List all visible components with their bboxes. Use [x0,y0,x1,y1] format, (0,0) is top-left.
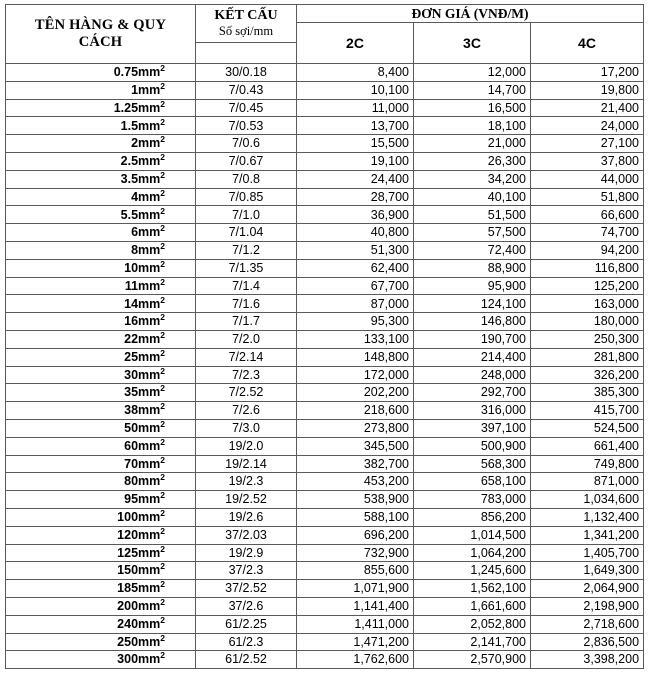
cell-structure: 7/0.45 [196,99,297,117]
cell-price-2c: 732,900 [297,544,414,562]
header-structure [196,5,297,64]
superscript-exponent: 2 [160,614,165,625]
cell-structure: 37/2.52 [196,580,297,598]
cell-price-3c: 316,000 [414,402,531,420]
superscript-exponent: 2 [160,401,165,412]
cell-structure: 30/0.18 [196,64,297,82]
cell-structure: 7/3.0 [196,419,297,437]
cell-structure: 7/0.43 [196,81,297,99]
table-row [6,135,644,153]
superscript-exponent: 2 [160,472,165,483]
cell-price-4c: 661,400 [531,437,644,455]
cell-price-3c: 72,400 [414,241,531,259]
cell-product-name: $1mm^2$ [6,81,196,99]
table-row [6,633,644,651]
table-row [6,330,644,348]
superscript-exponent: 2 [160,151,165,162]
table-body [6,64,644,669]
cell-structure: 19/2.3 [196,473,297,491]
superscript-exponent: 2 [160,169,165,180]
cell-product-name: $8mm^2$ [6,241,196,259]
cell-price-4c: 1,649,300 [531,562,644,580]
cell-structure: 37/2.6 [196,597,297,615]
cell-price-3c: 1,064,200 [414,544,531,562]
table-row [6,526,644,544]
cell-price-2c: 87,000 [297,295,414,313]
cell-structure: 7/1.6 [196,295,297,313]
cell-product-name: $38mm^2$ [6,402,196,420]
cell-price-2c: 28,700 [297,188,414,206]
cell-product-name: $185mm^2$ [6,580,196,598]
header-row-top [6,5,644,23]
cell-price-4c: 19,800 [531,81,644,99]
cell-product-name: $240mm^2$ [6,615,196,633]
table-row [6,117,644,135]
cell-product-name: $50mm^2$ [6,419,196,437]
cell-price-2c: 10,100 [297,81,414,99]
table-row [6,402,644,420]
table-row [6,544,644,562]
cell-price-4c: 2,836,500 [531,633,644,651]
superscript-exponent: 2 [160,258,165,269]
cell-structure: 7/1.4 [196,277,297,295]
table-row [6,170,644,188]
cell-price-2c: 15,500 [297,135,414,153]
cell-structure: 19/2.6 [196,508,297,526]
superscript-exponent: 2 [160,329,165,340]
cell-structure: 37/2.3 [196,562,297,580]
cell-price-2c: 202,200 [297,384,414,402]
table-row [6,188,644,206]
cell-price-2c: 1,141,400 [297,597,414,615]
cell-price-2c: 133,100 [297,330,414,348]
cell-price-2c: 11,000 [297,99,414,117]
cell-structure: 37/2.03 [196,526,297,544]
cell-price-3c: 214,400 [414,348,531,366]
cell-product-name: $11mm^2$ [6,277,196,295]
cell-price-4c: 385,300 [531,384,644,402]
cell-price-2c: 1,471,200 [297,633,414,651]
cell-product-name: $150mm^2$ [6,562,196,580]
cell-price-3c: 88,900 [414,259,531,277]
cell-price-3c: 14,700 [414,81,531,99]
cell-price-3c: 190,700 [414,330,531,348]
cell-price-3c: 18,100 [414,117,531,135]
superscript-exponent: 2 [160,507,165,518]
cell-price-4c: 17,200 [531,64,644,82]
cell-price-4c: 24,000 [531,117,644,135]
cell-product-name: $35mm^2$ [6,384,196,402]
superscript-exponent: 2 [160,98,165,109]
cell-price-3c: 146,800 [414,313,531,331]
header-product-name: TÊN HÀNG & QUY CÁCH [6,5,196,64]
superscript-exponent: 2 [160,561,165,572]
cell-price-4c: 21,400 [531,99,644,117]
table-row [6,651,644,669]
cell-price-2c: 855,600 [297,562,414,580]
cell-product-name: $95mm^2$ [6,491,196,509]
cell-product-name: $22mm^2$ [6,330,196,348]
cell-price-4c: 250,300 [531,330,644,348]
cell-product-name: $300mm^2$ [6,651,196,669]
cell-price-3c: 397,100 [414,419,531,437]
cell-structure: 7/1.04 [196,224,297,242]
cell-price-4c: 415,700 [531,402,644,420]
superscript-exponent: 2 [160,543,165,554]
cell-structure: 7/2.3 [196,366,297,384]
cell-product-name: $70mm^2$ [6,455,196,473]
cable-price-table [5,4,644,669]
cell-price-3c: 292,700 [414,384,531,402]
cell-price-4c: 2,064,900 [531,580,644,598]
cell-price-3c: 26,300 [414,152,531,170]
cell-price-3c: 34,200 [414,170,531,188]
cell-price-3c: 1,245,600 [414,562,531,580]
cell-price-4c: 871,000 [531,473,644,491]
cell-price-3c: 1,661,600 [414,597,531,615]
superscript-exponent: 2 [160,632,165,643]
cell-product-name: $200mm^2$ [6,597,196,615]
cell-price-4c: 2,198,900 [531,597,644,615]
cell-price-2c: 273,800 [297,419,414,437]
cell-price-2c: 1,071,900 [297,580,414,598]
cell-price-2c: 172,000 [297,366,414,384]
table-row [6,348,644,366]
cell-product-name: $14mm^2$ [6,295,196,313]
cell-product-name: $30mm^2$ [6,366,196,384]
table-row [6,241,644,259]
cell-price-4c: 180,000 [531,313,644,331]
cell-price-4c: 94,200 [531,241,644,259]
cell-price-4c: 37,800 [531,152,644,170]
table-row [6,277,644,295]
cell-price-3c: 783,000 [414,491,531,509]
cell-structure: 19/2.9 [196,544,297,562]
table-row [6,81,644,99]
cell-structure: 19/2.14 [196,455,297,473]
cell-structure: 7/0.67 [196,152,297,170]
cell-price-3c: 16,500 [414,99,531,117]
cell-price-2c: 1,762,600 [297,651,414,669]
cell-price-4c: 116,800 [531,259,644,277]
cell-price-2c: 148,800 [297,348,414,366]
superscript-exponent: 2 [160,294,165,305]
cell-product-name: $10mm^2$ [6,259,196,277]
superscript-exponent: 2 [160,347,165,358]
superscript-exponent: 2 [160,312,165,323]
table-row [6,206,644,224]
table-row [6,580,644,598]
cell-price-3c: 95,900 [414,277,531,295]
cell-price-2c: 67,700 [297,277,414,295]
cell-structure: 7/0.53 [196,117,297,135]
superscript-exponent: 2 [160,240,165,251]
table-row [6,437,644,455]
cell-product-name: $0.75mm^2$ [6,64,196,82]
cell-structure: 7/2.52 [196,384,297,402]
cell-price-2c: 95,300 [297,313,414,331]
cell-product-name: $125mm^2$ [6,544,196,562]
cell-price-4c: 1,132,400 [531,508,644,526]
cell-product-name: $3.5mm^2$ [6,170,196,188]
cell-structure: 7/1.0 [196,206,297,224]
superscript-exponent: 2 [160,436,165,447]
cell-product-name: $80mm^2$ [6,473,196,491]
superscript-exponent: 2 [160,650,165,661]
cell-structure: 19/2.52 [196,491,297,509]
cell-price-2c: 40,800 [297,224,414,242]
cell-price-3c: 568,300 [414,455,531,473]
cell-price-3c: 21,000 [414,135,531,153]
table-row [6,562,644,580]
header-core-2c: 2C [297,23,414,64]
cell-price-4c: 3,398,200 [531,651,644,669]
cell-price-3c: 2,052,800 [414,615,531,633]
cell-price-4c: 281,800 [531,348,644,366]
cell-structure: 61/2.52 [196,651,297,669]
cell-structure: 7/2.0 [196,330,297,348]
table-header [6,5,644,64]
cell-product-name: $2.5mm^2$ [6,152,196,170]
cell-price-2c: 24,400 [297,170,414,188]
superscript-exponent: 2 [160,116,165,127]
superscript-exponent: 2 [160,418,165,429]
cell-price-2c: 13,700 [297,117,414,135]
price-table-container [5,4,643,669]
cell-price-4c: 749,800 [531,455,644,473]
superscript-exponent: 2 [160,383,165,394]
cell-price-3c: 2,570,900 [414,651,531,669]
header-structure-spacer [196,43,296,63]
superscript-exponent: 2 [160,187,165,198]
cell-product-name: $5.5mm^2$ [6,206,196,224]
cell-price-4c: 1,405,700 [531,544,644,562]
cell-structure: 7/1.35 [196,259,297,277]
cell-price-3c: 658,100 [414,473,531,491]
cell-price-3c: 51,500 [414,206,531,224]
cell-price-2c: 62,400 [297,259,414,277]
table-row [6,152,644,170]
cell-price-2c: 538,900 [297,491,414,509]
superscript-exponent: 2 [160,276,165,287]
cell-price-3c: 500,900 [414,437,531,455]
cell-structure: 7/2.6 [196,402,297,420]
cell-structure: 61/2.25 [196,615,297,633]
cell-price-4c: 326,200 [531,366,644,384]
superscript-exponent: 2 [160,525,165,536]
cell-price-2c: 8,400 [297,64,414,82]
cell-price-3c: 856,200 [414,508,531,526]
cell-product-name: $1.25mm^2$ [6,99,196,117]
table-row [6,615,644,633]
cell-price-4c: 44,000 [531,170,644,188]
cell-structure: 7/2.14 [196,348,297,366]
table-row [6,384,644,402]
cell-price-4c: 163,000 [531,295,644,313]
cell-product-name: $1.5mm^2$ [6,117,196,135]
table-row [6,64,644,82]
cell-price-2c: 453,200 [297,473,414,491]
superscript-exponent: 2 [160,454,165,465]
superscript-exponent: 2 [160,579,165,590]
cell-price-2c: 382,700 [297,455,414,473]
cell-structure: 19/2.0 [196,437,297,455]
table-row [6,259,644,277]
cell-structure: 7/0.8 [196,170,297,188]
cell-price-2c: 19,100 [297,152,414,170]
cell-structure: 7/1.2 [196,241,297,259]
cell-price-2c: 345,500 [297,437,414,455]
superscript-exponent: 2 [160,134,165,145]
cell-product-name: $16mm^2$ [6,313,196,331]
cell-price-2c: 588,100 [297,508,414,526]
cell-price-3c: 40,100 [414,188,531,206]
table-row [6,419,644,437]
superscript-exponent: 2 [160,80,165,91]
table-row [6,455,644,473]
cell-structure: 7/0.85 [196,188,297,206]
table-row [6,508,644,526]
cell-price-3c: 57,500 [414,224,531,242]
cell-product-name: $6mm^2$ [6,224,196,242]
header-structure-title: KẾT CẤU [214,7,278,23]
table-row [6,366,644,384]
cell-product-name: $120mm^2$ [6,526,196,544]
table-row [6,295,644,313]
table-row [6,491,644,509]
cell-price-4c: 1,034,600 [531,491,644,509]
superscript-exponent: 2 [160,596,165,607]
superscript-exponent: 2 [160,62,165,73]
header-price-group: ĐƠN GIÁ (VNĐ/M) [297,5,644,23]
table-row [6,313,644,331]
table-row [6,597,644,615]
cell-price-4c: 74,700 [531,224,644,242]
table-row [6,473,644,491]
superscript-exponent: 2 [160,365,165,376]
cell-price-3c: 1,014,500 [414,526,531,544]
cell-price-4c: 125,200 [531,277,644,295]
cell-price-3c: 12,000 [414,64,531,82]
superscript-exponent: 2 [160,205,165,216]
cell-product-name: $4mm^2$ [6,188,196,206]
table-row [6,99,644,117]
cell-product-name: $250mm^2$ [6,633,196,651]
header-structure-subtitle: Số sợi/mm [218,24,274,39]
cell-price-3c: 248,000 [414,366,531,384]
header-core-4c: 4C [531,23,644,64]
cell-product-name: $2mm^2$ [6,135,196,153]
cell-price-2c: 696,200 [297,526,414,544]
superscript-exponent: 2 [160,490,165,501]
cell-price-2c: 36,900 [297,206,414,224]
cell-price-2c: 1,411,000 [297,615,414,633]
cell-price-4c: 524,500 [531,419,644,437]
cell-price-3c: 124,100 [414,295,531,313]
cell-price-4c: 27,100 [531,135,644,153]
cell-price-4c: 66,600 [531,206,644,224]
header-core-3c: 3C [414,23,531,64]
cell-structure: 7/0.6 [196,135,297,153]
cell-product-name: $25mm^2$ [6,348,196,366]
cell-structure: 7/1.7 [196,313,297,331]
superscript-exponent: 2 [160,223,165,234]
cell-price-2c: 218,600 [297,402,414,420]
cell-price-4c: 51,800 [531,188,644,206]
cell-price-4c: 2,718,600 [531,615,644,633]
cell-price-4c: 1,341,200 [531,526,644,544]
cell-structure: 61/2.3 [196,633,297,651]
table-row [6,224,644,242]
cell-price-3c: 2,141,700 [414,633,531,651]
cell-price-2c: 51,300 [297,241,414,259]
cell-product-name: $100mm^2$ [6,508,196,526]
cell-product-name: $60mm^2$ [6,437,196,455]
cell-price-3c: 1,562,100 [414,580,531,598]
